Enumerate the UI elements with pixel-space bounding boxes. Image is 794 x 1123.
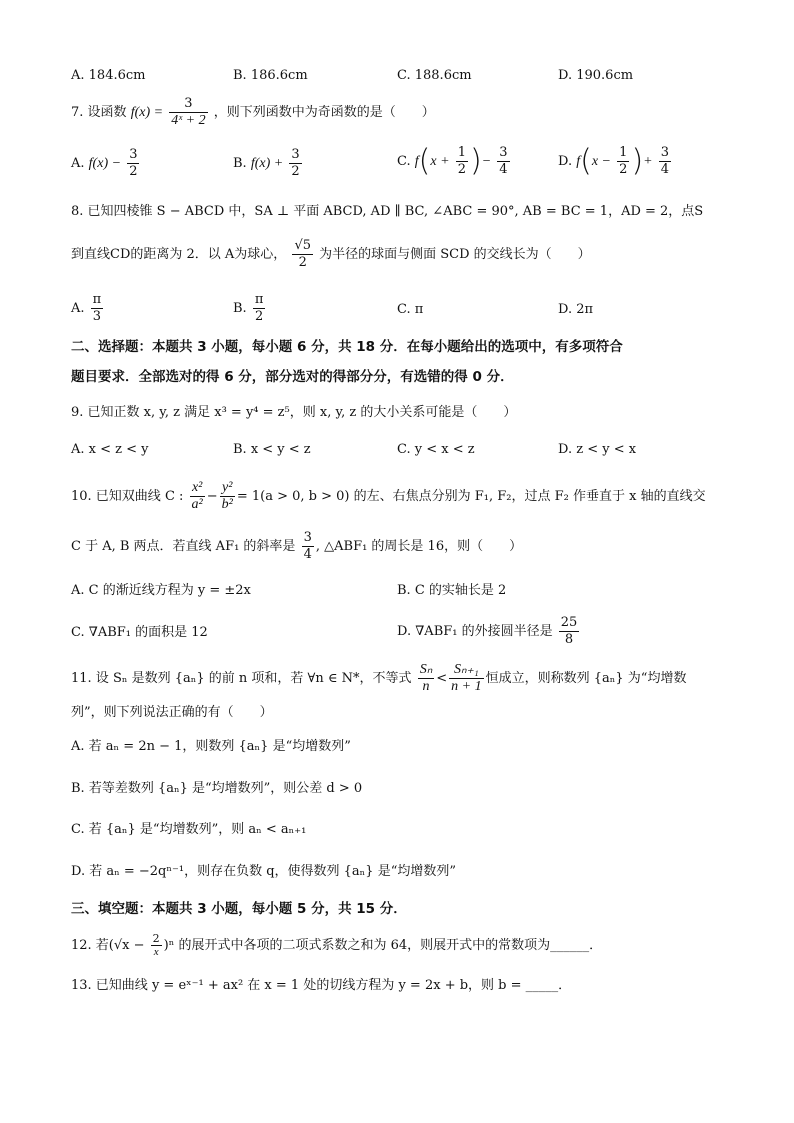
frac-num: 3: [291, 147, 300, 162]
q11-frac2: [449, 662, 483, 695]
q11-line1: [71, 662, 686, 695]
q8-opt-b-frac: [253, 292, 266, 325]
q7-frac-num: 3: [169, 96, 207, 113]
frac-num: π: [92, 292, 102, 307]
q11-option-d: D. 若 aₙ = −2qⁿ⁻¹，则存在负数 q，使得数列 {aₙ} 是“均增数列”: [71, 864, 456, 879]
q11-suffix: 恒成立，则称数列 {aₙ} 为“均增数: [485, 671, 687, 686]
q11-prefix: 11. 设 Sₙ 是数列 {aₙ} 的前 n 项和，若 ∀n ∈ N*，不等式: [71, 671, 412, 686]
q10-slope-frac: [302, 530, 314, 563]
q8-option-a: [71, 292, 105, 325]
frac-num: x²: [190, 480, 205, 497]
q7-stem: [71, 96, 435, 129]
q9-option-a: A. x < z < y: [71, 442, 149, 457]
q6-option-b: B. 186.6cm: [233, 68, 308, 83]
plus-sign: +: [643, 154, 653, 169]
q10-opt-d-text: D. ∇ABF₁ 的外接圆半径是: [397, 624, 553, 639]
q7-function: f(x) =: [130, 105, 164, 120]
q7-opt-d-frac2: [659, 145, 671, 178]
paren-open: (: [418, 143, 431, 179]
q10-line2-suffix: , △ABF₁ 的周长是 16，则（ ）: [315, 539, 523, 554]
section2-heading-line1: 二、选择题：本题共 3 小题，每小题 6 分，共 18 分．在每小题给出的选项中，有多项符合: [71, 339, 623, 355]
q8-option-b: [233, 292, 267, 325]
q7-fraction: [169, 96, 207, 129]
q12-suffix: )ⁿ 的展开式中各项的二项式系数之和为 64，则展开式中的常数项为______．: [163, 938, 603, 953]
q10-prefix: 10. 已知双曲线 C :: [71, 489, 184, 504]
frac-den: 2: [619, 162, 628, 177]
paren-open: (: [580, 143, 592, 179]
frac-den: n: [422, 679, 430, 694]
q8-line2-suffix: 为半径的球面与侧面 SCD 的交线长为（ ）: [319, 247, 591, 262]
q7-opt-b-frac: [289, 147, 301, 180]
q9-stem: 9. 已知正数 x, y, z 满足 x³ = y⁴ = z⁵，则 x, y, z 的大小关系可能是（ ）: [71, 405, 517, 420]
q11-line2: 列”，则下列说法正确的有（ ）: [71, 705, 273, 720]
q10-option-d: [397, 615, 581, 648]
frac-num: 2: [152, 932, 160, 945]
section3-heading: 三、填空题：本题共 3 小题，每小题 5 分，共 15 分．: [71, 901, 407, 917]
q8-line2-prefix: 到直线CD的距离为 2．以 A为球心，: [71, 247, 287, 262]
q11-option-a: A. 若 aₙ = 2n − 1，则数列 {aₙ} 是“均增数列”: [71, 739, 351, 754]
q6-option-d: D. 190.6cm: [558, 68, 634, 83]
q9-option-c: C. y < x < z: [397, 442, 475, 457]
frac-num: √5: [294, 238, 311, 253]
q11-option-b: B. 若等差数列 {aₙ} 是“均增数列”，则公差 d > 0: [71, 781, 363, 796]
q6-option-c: C. 188.6cm: [397, 68, 472, 83]
frac-den: 2: [298, 255, 307, 270]
frac-num: Sₙ: [419, 662, 433, 677]
q7-frac-den: 4ˣ + 2: [171, 113, 206, 128]
q11-frac1: [418, 662, 435, 695]
less-than: <: [436, 671, 448, 686]
q8-radius-frac: [292, 238, 313, 271]
q10-y-frac: [220, 480, 235, 513]
q10-x-frac: [190, 480, 205, 513]
q8-line2: [71, 238, 591, 271]
q6-option-a: A. 184.6cm: [71, 68, 146, 83]
frac-den: 4: [499, 162, 508, 177]
q10-option-b: B. C 的实轴长是 2: [397, 583, 507, 598]
q10-line1: [71, 480, 706, 513]
frac-num: 25: [560, 615, 578, 630]
q12-prefix: 12. 若(√x −: [71, 938, 145, 953]
frac-den: a²: [191, 497, 203, 512]
frac-num: 3: [129, 147, 138, 162]
var-x: x −: [591, 154, 612, 169]
q7-opt-d-label: D.: [558, 154, 573, 169]
q10-option-c: C. ∇ABF₁ 的面积是 12: [71, 625, 208, 640]
q8-opt-a-frac: [91, 292, 104, 325]
q7-opt-c-frac2: [497, 145, 509, 178]
q8-opt-b-label: B.: [233, 301, 247, 316]
q7-opt-c-f: f: [414, 154, 419, 169]
frac-num: 1: [457, 145, 466, 160]
frac-num: y²: [220, 480, 235, 497]
frac-num: π: [254, 292, 264, 307]
q7-opt-b-expr: f(x) +: [250, 156, 284, 171]
frac-den: b²: [221, 497, 233, 512]
q7-option-b: [233, 147, 304, 180]
frac-num: 3: [499, 145, 508, 160]
q7-opt-a-frac: [127, 147, 139, 180]
frac-den: x: [153, 946, 159, 958]
q7-opt-c-label: C.: [397, 154, 411, 169]
frac-den: 2: [129, 164, 138, 179]
q10-line2: [71, 530, 522, 563]
q7-option-c: [397, 145, 512, 178]
q8-option-c: C. π: [397, 302, 424, 317]
q8-opt-a-label: A.: [71, 301, 85, 316]
q7-opt-c-frac1: [456, 145, 468, 178]
q7-opt-d-frac1: [617, 145, 629, 178]
frac-num: 1: [619, 145, 628, 160]
frac-den: 3: [92, 309, 102, 324]
q8-line1: 8. 已知四棱锥 S − ABCD 中，SA ⊥ 平面 ABCD, AD ∥ BC, ∠ABC = 90°, AB = BC = 1，AD = 2，点S: [71, 204, 704, 219]
q10-opt-d-frac: [559, 615, 580, 648]
frac-den: 4: [660, 162, 670, 177]
q10-option-a: A. C 的渐近线方程为 y = ±2x: [71, 583, 251, 598]
section2-heading-line2: 题目要求．全部选对的得 6 分，部分选对的得部分分，有选错的得 0 分．: [71, 369, 514, 385]
minus-sign: −: [481, 154, 492, 169]
frac-num: 3: [660, 145, 670, 160]
q7-opt-a-label: A.: [71, 156, 85, 171]
paren-close: ): [631, 143, 644, 179]
q12-frac: [151, 933, 162, 958]
paren-close: ): [469, 143, 482, 179]
q9-option-d: D. z < y < x: [558, 442, 637, 457]
frac-den: 2: [291, 164, 300, 179]
q10-suffix: = 1(a > 0, b > 0) 的左、右焦点分别为 F₁, F₂，过点 F₂ 作垂直于 x 轴的直线交: [236, 489, 706, 504]
frac-den: 2: [457, 162, 466, 177]
minus-sign: −: [206, 489, 218, 504]
frac-den: 4: [303, 547, 312, 562]
q7-option-d: [558, 145, 673, 178]
q9-option-b: B. x < y < z: [233, 442, 311, 457]
q7-opt-b-label: B.: [233, 156, 247, 171]
q7-option-a: [71, 147, 141, 180]
q7-opt-a-expr: f(x) −: [88, 156, 122, 171]
q13-stem: 13. 已知曲线 y = eˣ⁻¹ + ax² 在 x = 1 处的切线方程为 y = 2x + b，则 b = _____．: [71, 978, 572, 993]
q7-stem-suffix: ，则下列函数中为奇函数的是（ ）: [213, 105, 435, 120]
q7-opt-d-f: f: [576, 154, 581, 169]
frac-num: Sₙ₊₁: [449, 662, 483, 679]
q11-option-c: C. 若 {aₙ} 是“均增数列”，则 aₙ < aₙ₊₁: [71, 822, 307, 837]
q8-option-d: D. 2π: [558, 302, 594, 317]
frac-den: 8: [564, 632, 574, 647]
frac-num: 3: [303, 530, 312, 545]
frac-den: n + 1: [451, 679, 482, 694]
q12-stem: [71, 933, 602, 958]
q10-line2-prefix: C 于 A, B 两点．若直线 AF₁ 的斜率是: [71, 539, 296, 554]
frac-den: 2: [254, 309, 264, 324]
q7-stem-prefix: 7. 设函数: [71, 105, 127, 120]
var-x: x +: [430, 154, 450, 169]
